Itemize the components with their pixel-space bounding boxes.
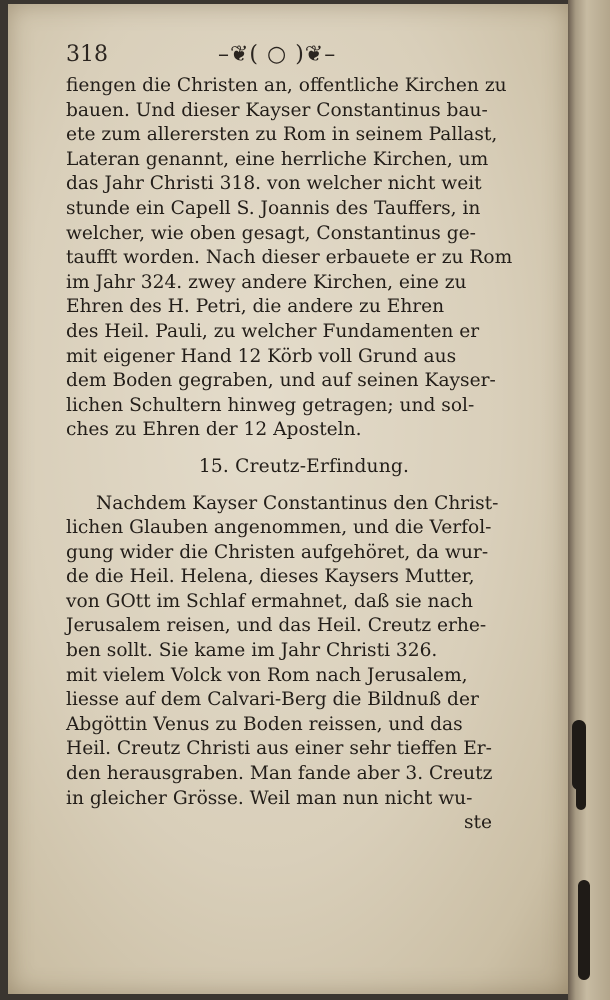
text-line: gung wider die Christen aufgehöret, da wur- <box>66 541 489 563</box>
text-line: Ehren des H. Petri, die andere zu Ehren <box>66 296 445 318</box>
text-line: liesse auf dem Calvari-Berg die Bildnuß der <box>66 689 479 711</box>
page-number: 318 <box>66 42 108 67</box>
text-line: des Heil. Pauli, zu welcher Fundamenten er <box>66 320 480 342</box>
text-line: fiengen die Christen an, offentliche Kirchen zu <box>66 75 507 96</box>
text-line: in gleicher Grösse. Weil man nun nicht wu- <box>66 787 473 809</box>
text-line: welcher, wie oben gesagt, Constantinus ge- <box>66 222 476 244</box>
text-line: ben sollt. Sie kame im Jahr Christi 326. <box>66 640 438 662</box>
text-line: lichen Schultern hinweg getragen; und sol- <box>66 394 475 416</box>
catchword: ste <box>463 812 492 834</box>
text-line: taufft worden. Nach dieser erbauete er zu Rom <box>66 247 513 269</box>
text-line: Nachdem Kayser Constantinus den Christ- <box>96 492 499 514</box>
text-line: im Jahr 324. zwey andere Kirchen, eine zu <box>66 271 467 293</box>
text-line: Lateran genannt, eine herrliche Kirchen, um <box>66 148 489 170</box>
text-line: lichen Glauben angenommen, und die Verfol- <box>66 517 492 539</box>
text-line: von GOtt im Schlaf ermahnet, daß sie nach <box>66 590 474 612</box>
book-page <box>8 4 568 994</box>
text-line: de die Heil. Helena, dieses Kaysers Mutter, <box>66 566 475 588</box>
page-text <box>66 74 532 836</box>
text-line: Abgöttin Venus zu Boden reissen, und das <box>66 713 463 735</box>
section-heading: 15. Creutz-Erfindung. <box>198 455 410 477</box>
text-line: das Jahr Christi 318. von welcher nicht weit <box>66 173 482 195</box>
header-ornament: –❦( ○ )❦– <box>218 42 337 67</box>
text-line: bauen. Und dieser Kayser Constantinus bau- <box>66 99 488 121</box>
text-line: Heil. Creutz Christi aus einer sehr tieffen Er- <box>66 738 492 760</box>
text-line: ete zum allerersten zu Rom in seinem Pallast, <box>66 124 498 146</box>
text-line: ches zu Ehren der 12 Aposteln. <box>66 419 362 441</box>
text-line: Jerusalem reisen, und das Heil. Creutz erhe- <box>66 615 487 637</box>
adjacent-page-edge <box>568 0 610 1000</box>
text-line: mit eigener Hand 12 Körb voll Grund aus <box>66 345 457 367</box>
text-line: stunde ein Capell S. Joannis des Tauffers, in <box>66 197 481 219</box>
text-line: den herausgraben. Man fande aber 3. Creutz <box>66 763 493 785</box>
running-header <box>66 42 526 72</box>
text-line: dem Boden gegraben, und auf seinen Kayser- <box>66 370 496 392</box>
text-line: mit vielem Volck von Rom nach Jerusalem, <box>66 664 468 686</box>
